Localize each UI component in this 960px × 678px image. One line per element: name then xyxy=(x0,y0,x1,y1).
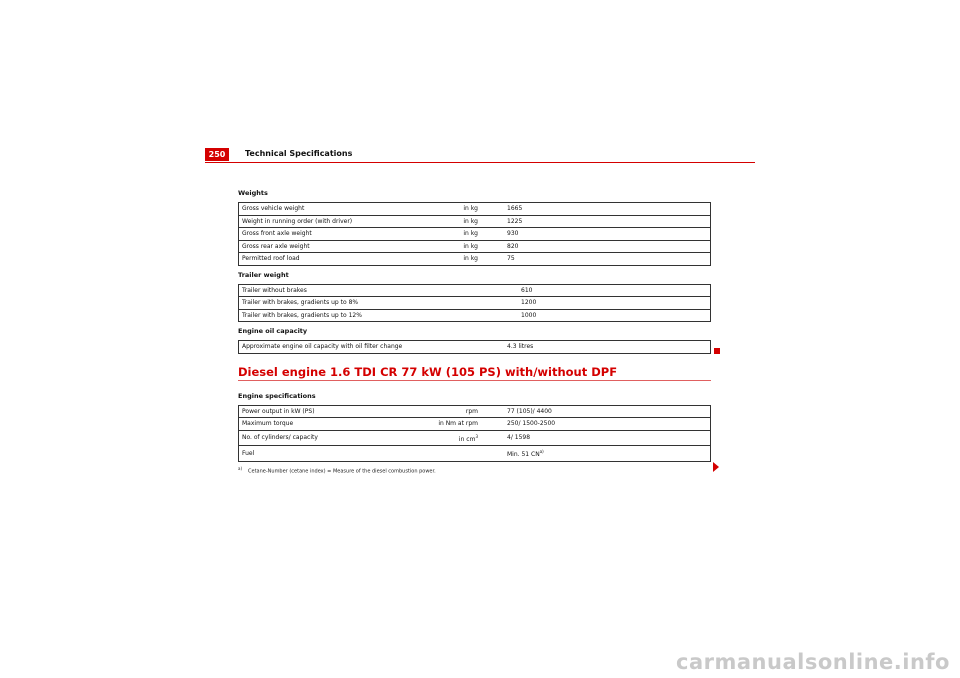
footnote xyxy=(238,466,718,475)
table-row: Trailer with brakes, gradients up to 12% 1000 xyxy=(242,311,537,319)
table-row: No. of cylinders/ capacity in $cm^3$ 4/ 1598 xyxy=(239,430,711,446)
table-row: Fuel Min. 51 CN$^{a)}$ xyxy=(242,449,544,458)
weights-heading: Weights xyxy=(238,189,268,197)
footnote-marker: a) xyxy=(238,465,243,471)
oil-table xyxy=(238,340,711,354)
continue-arrow-icon xyxy=(713,462,719,472)
table-row: Gross rear axle weight in kg 820 xyxy=(239,240,711,253)
trailer-table xyxy=(238,284,711,323)
table-row: Maximum torque in Nm at rpm 250/ 1500-2500 xyxy=(239,418,711,431)
table-row: Permitted roof load in kg 75 xyxy=(242,255,515,262)
table-row: Weight in running order (with driver) in kg 1225 xyxy=(239,215,711,228)
table-row: Gross front axle weight in kg 930 xyxy=(239,228,711,241)
weights-table xyxy=(238,202,711,266)
diesel-section-title: Diesel engine 1.6 TDI CR 77 kW (105 PS) with/without DPF xyxy=(238,364,711,381)
page-number: 250 xyxy=(205,148,229,161)
page-header-title: Technical Specifications xyxy=(245,149,353,158)
oil-heading: Engine oil capacity xyxy=(238,327,308,335)
trailer-heading: Trailer weight xyxy=(238,270,289,279)
table-row: Trailer with brakes, gradients up to 8% 1200 xyxy=(239,297,711,310)
content xyxy=(238,188,718,474)
watermark: carmanualsonline.info xyxy=(676,650,950,674)
section-end-mark-icon xyxy=(714,348,720,354)
table-row: Gross vehicle weight in kg 1665 xyxy=(239,203,711,216)
table-row: Approximate engine oil capacity with oil filter change 4.3 litres xyxy=(242,343,534,350)
table-row: Trailer without brakes 610 xyxy=(239,284,711,297)
table-row: Power output in kW (PS) rpm 77 (105)/ 4400 xyxy=(239,405,711,418)
engine-spec-heading: Engine specifications xyxy=(238,391,316,400)
page-header xyxy=(205,146,755,163)
engine-spec-table xyxy=(238,405,711,462)
footnote-text: Cetane-Number (cetane index) = Measure of the diesel combustion power. xyxy=(248,468,436,475)
